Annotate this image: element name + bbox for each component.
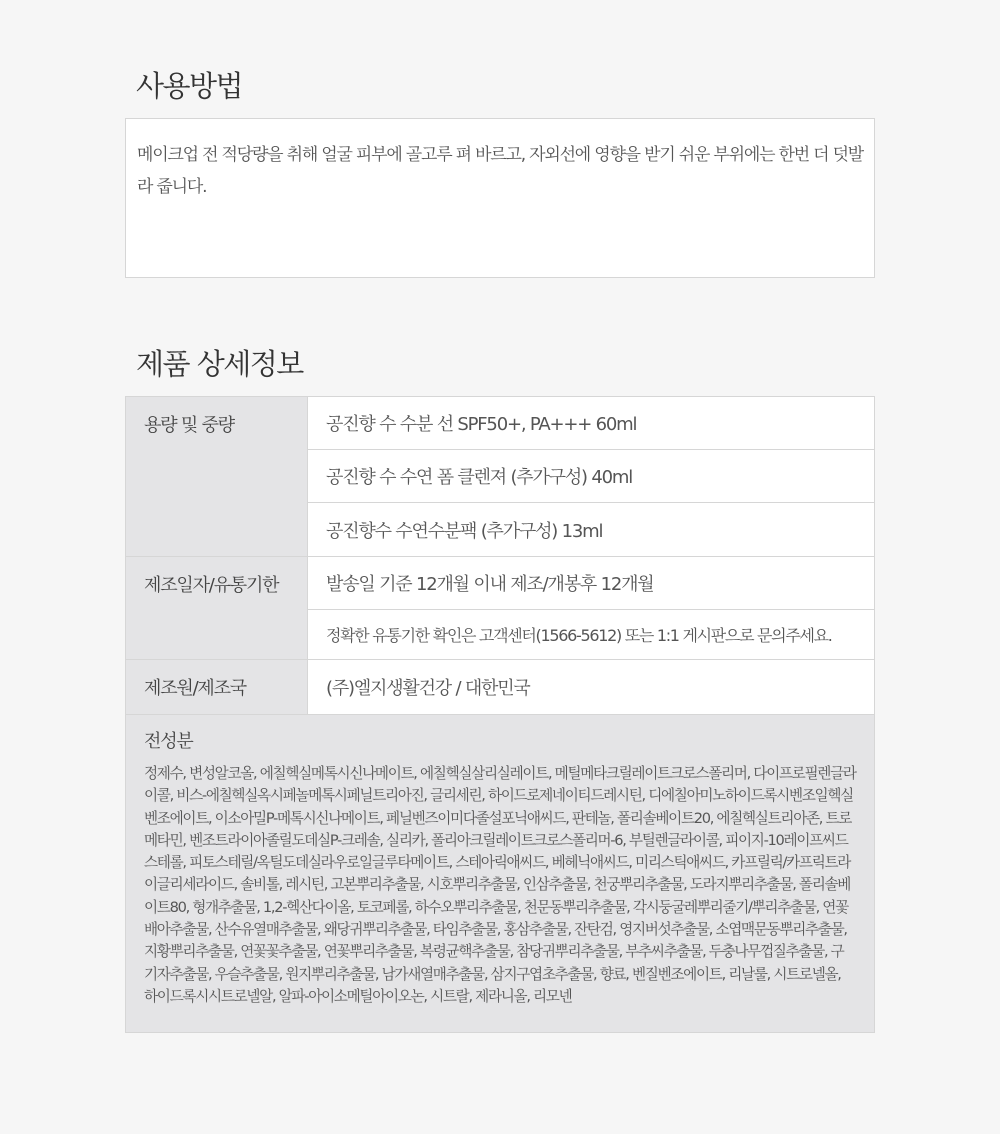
- usage-box: [125, 118, 875, 278]
- ingredients-text: 정제수, 변성알코올, 에칠헥실메톡시신나메이트, 에칠헥실살리실레이트, 메틸메타크릴레이트크로스폴리머, 다이프로필렌글라이콜, 비스-에칠헥실옥시페놀메톡시페닐트리아진, 글리세린, 하이드로제네이티드레시틴, 디에칠아미노하이드록시벤조일헥실벤조에이트, 이소아밀P-메톡시신나메이트, 페닐벤즈이미다졸설포닉애씨드, 판테놀, 폴리솔베이트20, 에칠헥실트리아존, 트로메타민, 벤조트라이아졸릴도데실P-크레솔, 실리카, 폴리아크릴레이트크로스폴리머-6, 부틸렌글라이콜, 피이지-10레이프씨드스테롤, 피토스테릴/옥틸도데실라우로일글루타메이트, 스테아릭애씨드, 베헤닉애씨드, 미리스틱애씨드, 카프릴릭/카프릭트라이글리세라이드, 솔비톨, 레시틴, 고본뿌리추출물, 시호뿌리추출물, 인삼추출물, 천궁뿌리추출물, 도라지뿌리추출물, 폴리솔베이트80, 형개추출물, 1,2-헥산다이올, 토코페롤, 하수오뿌리추출물, 천문동뿌리추출물, 각시둥굴레뿌리줄기/뿌리추출물, 연꽃배아추출물, 산수유열매추출물, 왜당귀뿌리추출물, 타임추출물, 홍삼추출물, 잔탄검, 영지버섯추출물, 소엽맥문동뿌리추출물, 지황뿌리추출물, 연꽃꽃추출물, 연꽃뿌리추출물, 복령균핵추출물, 참당귀뿌리추출물, 부추씨추출물, 두충나무껍질추출물, 구기자추출물, 우슬추출물, 원지뿌리추출물, 남가새열매추출물, 삼지구엽초추출물, 향료, 벤질벤조에이트, 리날룰, 시트로넬올, 하이드록시시트로넬알, 알파-아이소메틸아이오논, 시트랄, 제라니올, 리모넨: [144, 765, 856, 1005]
- row-header-capacity: 용량 및 중량: [126, 397, 308, 556]
- product-detail-table: [125, 396, 875, 1033]
- detail-section-title: 제품 상세정보: [136, 347, 303, 381]
- usage-text: 메이크업 전 적당량을 취해 얼굴 피부에 골고루 펴 바르고, 자외선에 영향을 받기 쉬운 부위에는 한번 더 덧발라 줍니다.: [137, 145, 864, 197]
- table-row-capacity: [126, 397, 874, 557]
- usage-section-title: 사용방법: [136, 69, 243, 103]
- ingredients-title: 전성분: [144, 731, 193, 752]
- row-header-expiry: 제조일자/유통기한: [126, 557, 308, 659]
- ingredients-section: [126, 715, 874, 1032]
- capacity-value: 공진향 수 수분 선 SPF50+, PA+++ 60ml: [308, 397, 874, 450]
- row-header-manufacturer: 제조원/제조국: [126, 660, 308, 714]
- capacity-value: 공진향 수 수연 폼 클렌져 (추가구성) 40ml: [308, 450, 874, 503]
- table-row-expiry: [126, 557, 874, 660]
- manufacturer-value: (주)엘지생활건강 / 대한민국: [326, 677, 530, 699]
- expiry-value: 발송일 기준 12개월 이내 제조/개봉후 12개월: [308, 557, 874, 610]
- expiry-note: 정확한 유통기한 확인은 고객센터(1566-5612) 또는 1:1 게시판으로 문의주세요.: [326, 626, 832, 645]
- table-row-manufacturer: [126, 660, 874, 715]
- capacity-value: 공진향수 수연수분팩 (추가구성) 13ml: [326, 520, 603, 542]
